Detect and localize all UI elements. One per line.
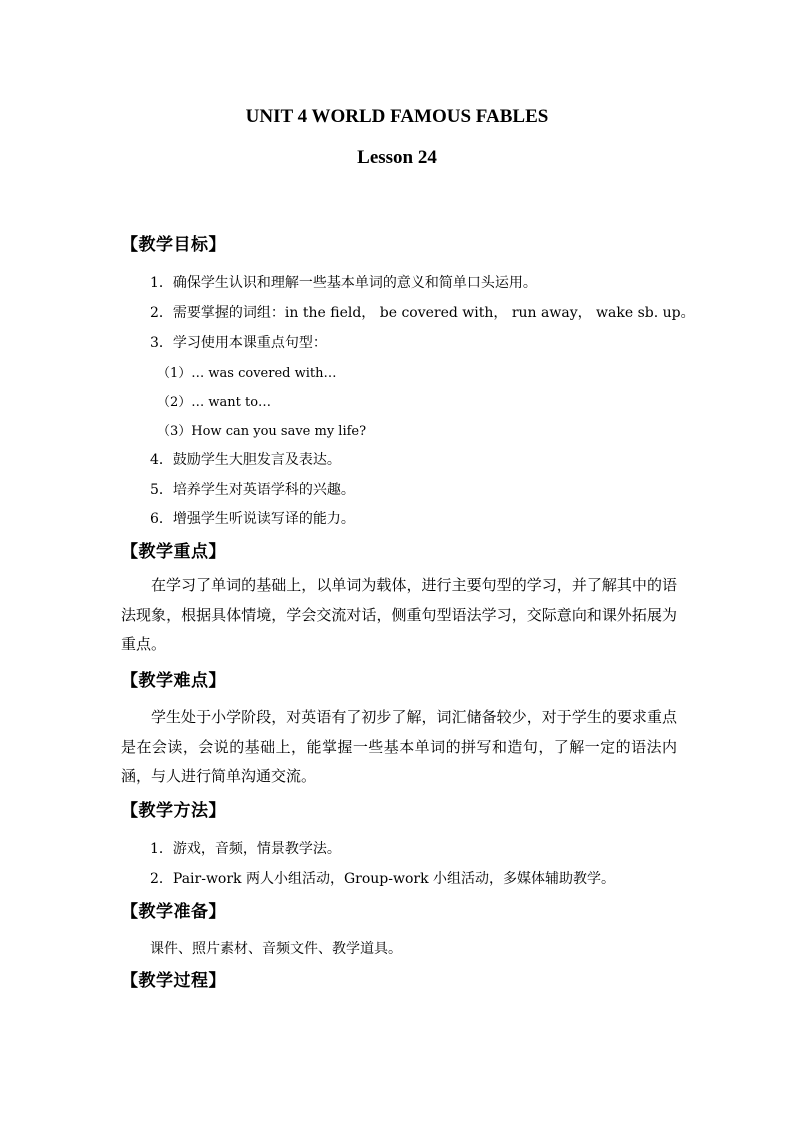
objective-subitem: （3）How can you save my life? [157,424,367,439]
unit-title: UNIT 4 WORLD FAMOUS FABLES [245,106,549,127]
objective-subitem: （2）… want to… [157,395,272,410]
objective-item: 2．需要掌握的词组：in the field， be covered with， run away， wake sb. up。 [150,305,695,321]
difficulties-heading: 【教学难点】 [121,671,226,691]
preparation-heading: 【教学准备】 [121,902,226,922]
lesson-title: Lesson 24 [357,147,437,168]
method-item: 1．游戏，音频，情景教学法。 [150,841,341,857]
key-points-heading: 【教学重点】 [121,542,226,562]
objective-item: 4．鼓励学生大胆发言及表达。 [150,452,341,468]
objectives-heading: 【教学目标】 [121,235,226,255]
objective-item: 6．增强学生听说读写译的能力。 [150,511,355,527]
methods-heading: 【教学方法】 [121,801,226,821]
preparation-text: 课件、照片素材、音频文件、教学道具。 [150,941,402,957]
objective-subitem: （1）… was covered with… [157,366,337,381]
process-heading: 【教学过程】 [121,971,226,991]
objective-item: 3．学习使用本课重点句型： [150,335,327,351]
method-item: 2．Pair-work 两人小组活动，Group-work 小组活动，多媒体辅助教学。 [150,871,616,887]
objective-item: 5．培养学生对英语学科的兴趣。 [150,482,355,498]
key-points-paragraph: 在学习了单词的基础上，以单词为载体，进行主要句型的学习，并了解其中的语法现象，根据具体情境，学会交流对话，侧重句型语法学习，交际意向和课外拓展为重点。 [121,576,677,653]
objective-item: 1．确保学生认识和理解一些基本单词的意义和简单口头运用。 [150,275,537,291]
difficulties-paragraph: 学生处于小学阶段，对英语有了初步了解，词汇储备较少，对于学生的要求重点是在会读，会说的基础上，能掌握一些基本单词的拼写和造句，了解一定的语法内涵，与人进行简单沟通交流。 [121,708,677,785]
